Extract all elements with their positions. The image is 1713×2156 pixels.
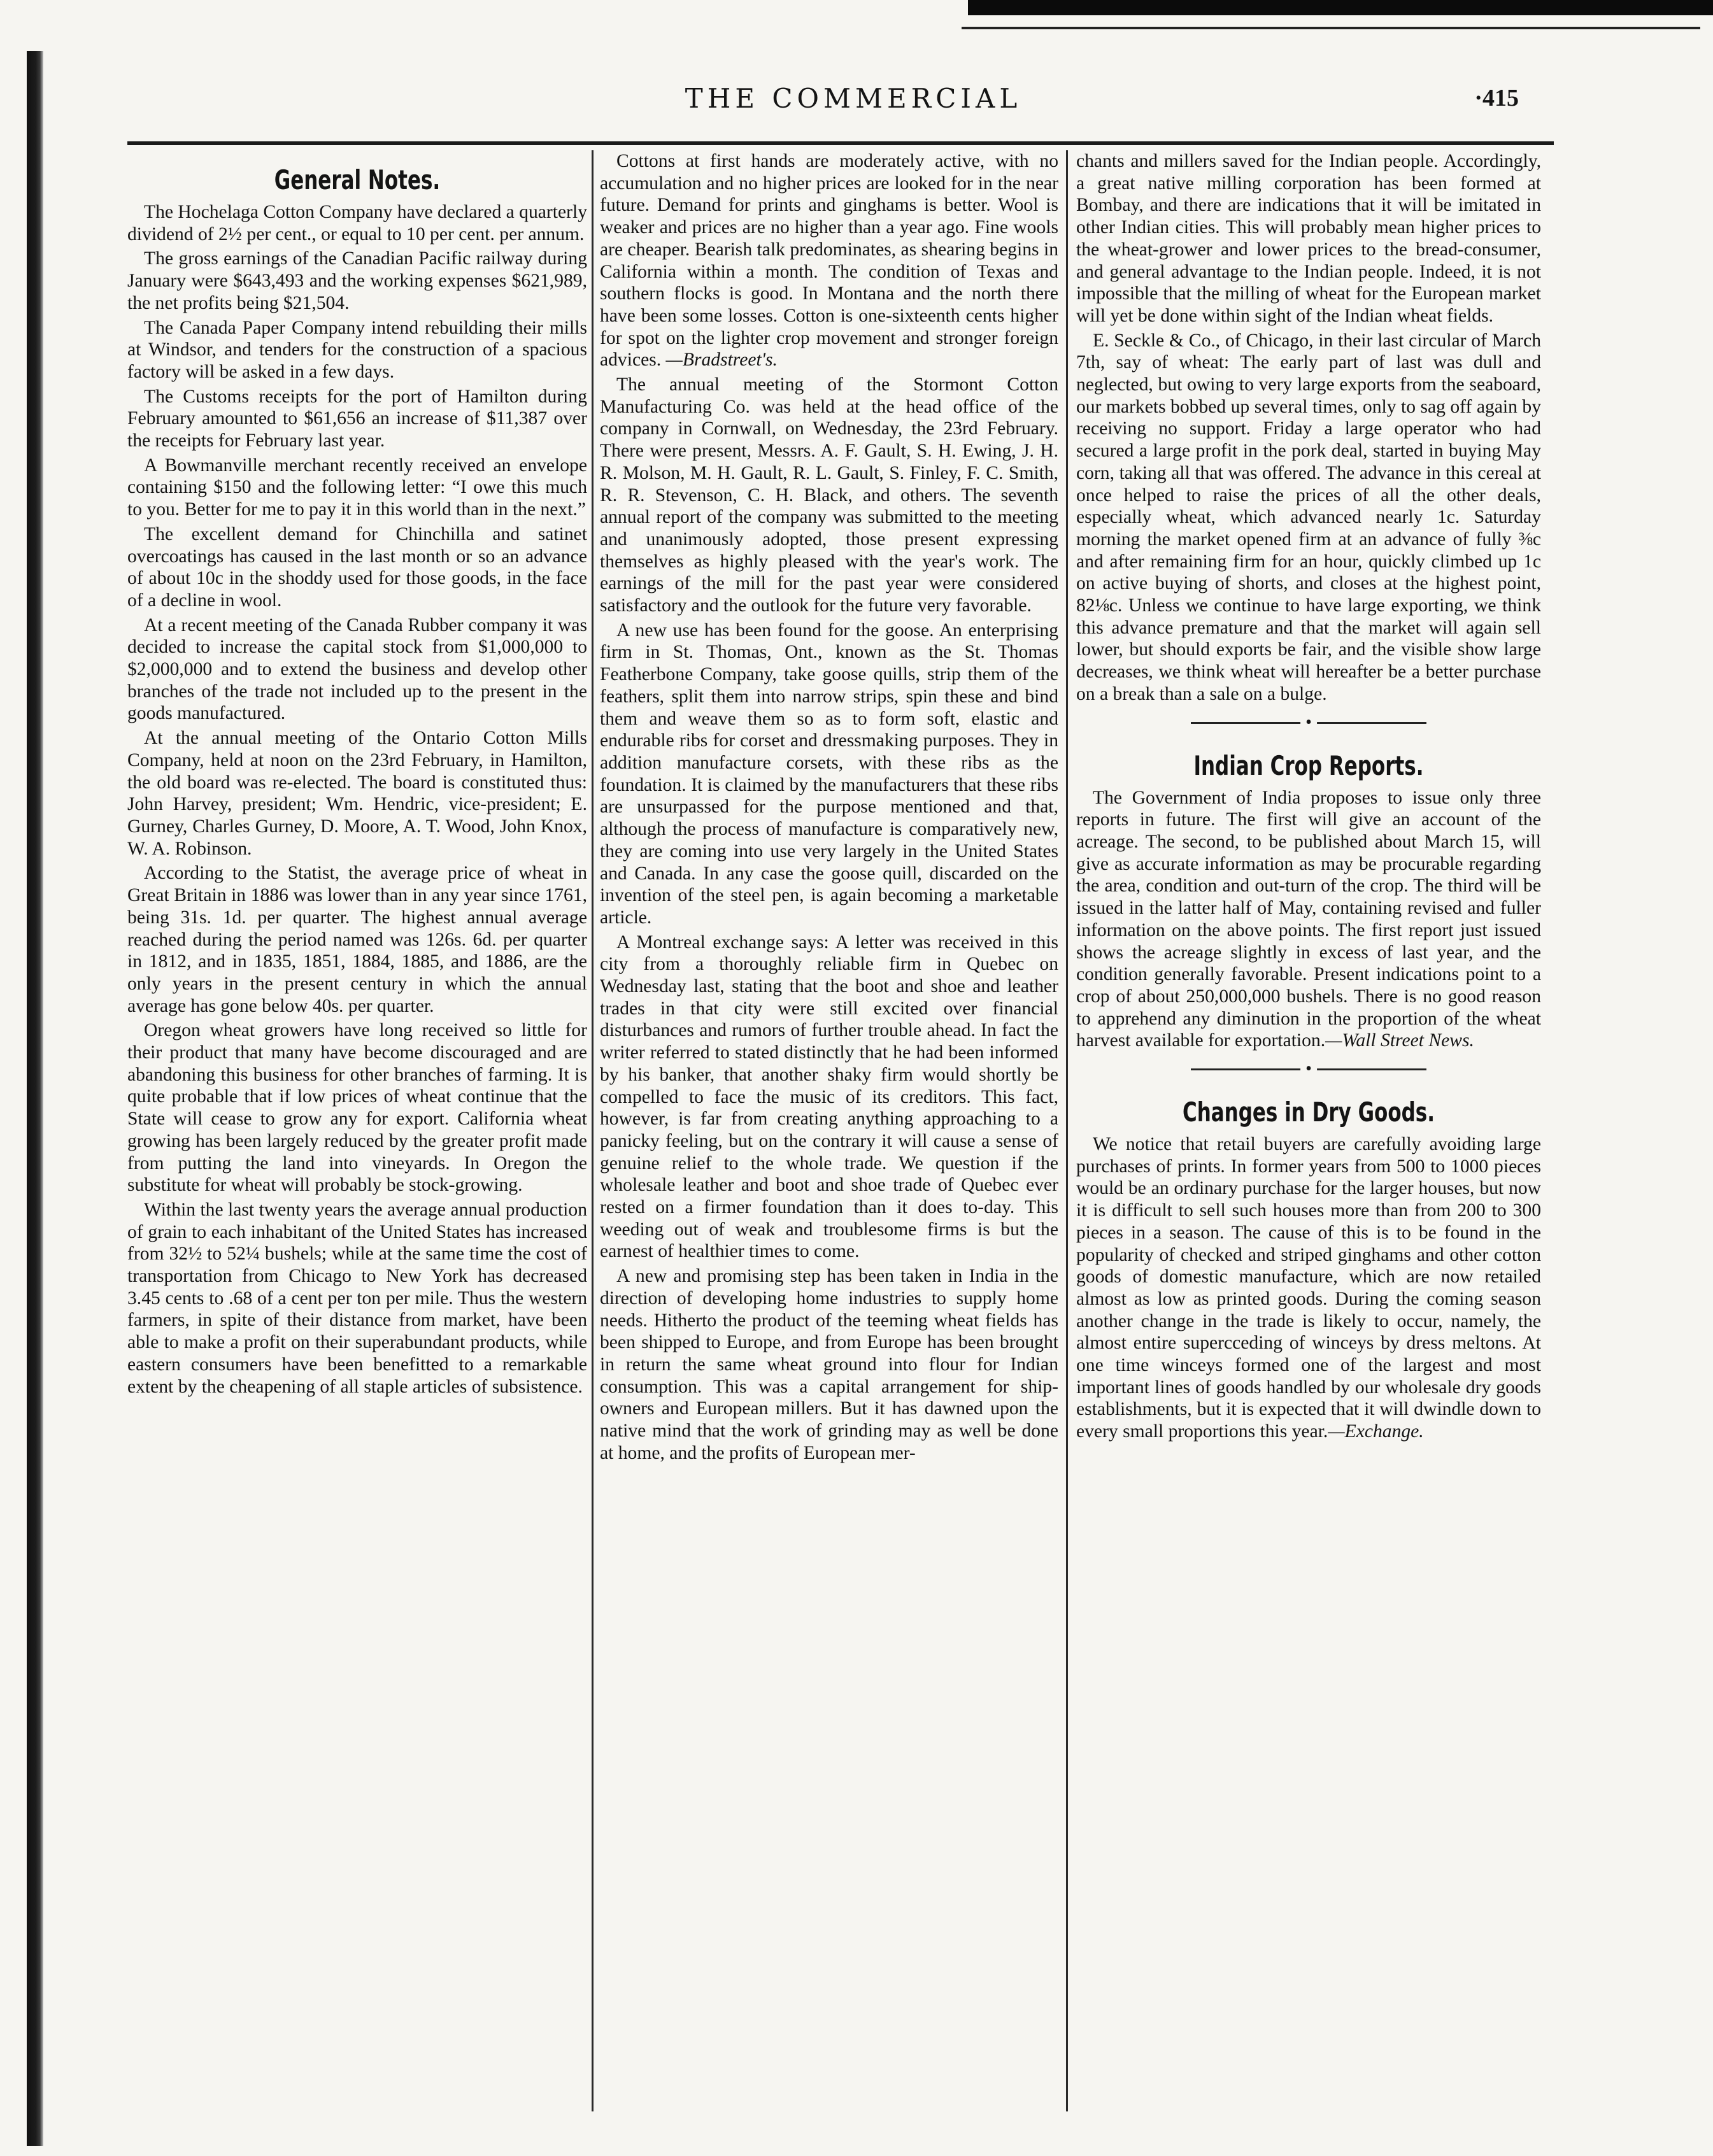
article-paragraph: The Hochelaga Cotton Company have declared a quarterly dividend of 2½ per cent., or equal to 10 per cent. per annum. [127, 202, 587, 245]
page-number: ·415 [1474, 85, 1519, 111]
article-paragraph [600, 150, 1058, 371]
source-credit: —Wall Street News. [1325, 1030, 1474, 1051]
column-divider [592, 150, 594, 2111]
column-two [600, 150, 1058, 2118]
header-rule [127, 141, 1554, 145]
section-heading-changes-in-dry-goods: Changes in Dry Goods. [1182, 1096, 1435, 1128]
top-border-rule [968, 0, 1713, 15]
article-paragraph: A Montreal exchange says: A letter was received in this city from a thoroughly reliable firm in Quebec on Wednesday last, stating that the boot and shoe and leather trades in that city were still excited over financial disturbances and rumors of further trouble ahead. In fact the writer referred to stated distinctly that he had been informed by his banker, that another shaky firm would shortly be compelled to face the music of its creditors. This fact, however, is far from creating anything approaching to a panicky feeling, but on the contrary it will cause a sense of genuine relief to the whole trade. We question if the wholesale leather and boot and shoe trade of Quebec ever rested on a firmer foundation than it does to-day. This weeding out of weak and troublesome firms is but the earnest of healthier times to come. [600, 932, 1058, 1262]
article-paragraph: According to the Statist, the average price of wheat in Great Britain in 1886 was lower than in any year since 1761, being 31s. 1d. per quarter. The highest annual average reached during the period named was 126s. 6d. per quarter in 1812, and in 1835, 1851, 1884, 1885, and 1886, are the only years in the present century in which the annual average has gone below 40s. per quarter. [127, 863, 587, 1016]
article-paragraph: A Bowmanville merchant recently received an envelope containing $150 and the following letter: “I owe this much to you. Better for me to pay it in this world than in the next.” [127, 455, 587, 520]
column-three [1076, 150, 1541, 2118]
column-divider [1066, 150, 1068, 2111]
article-paragraph: The gross earnings of the Canadian Pacific railway during January were $643,493 and the working expenses $621,989, the net profits being $21,504. [127, 248, 587, 313]
page-title: THE COMMERCIAL [685, 83, 1022, 114]
section-divider [1076, 1057, 1541, 1082]
article-paragraph: The Customs receipts for the port of Hamilton during February amounted to $61,656 an increase of $11,387 over the receipts for February last year. [127, 386, 587, 451]
article-paragraph: Oregon wheat growers have long received so little for their product that many have become discouraged and are abandoning this business for other branches of farming. It is quite probable that if low prices of wheat continue that the State will cease to grow any for export. California wheat growing has been largely reduced by the greater profit made from putting the land into vineyards. In Oregon the substitute for wheat will probably be stock-growing. [127, 1020, 587, 1196]
article-paragraph: E. Seckle & Co., of Chicago, in their last circular of March 7th, say of wheat: The early part of last was dull and neglected, but owing to very large exports from the seaboard, our markets bobbed up several times, only to sag off again by receiving no support. Friday a large operator who had secured a large profit in the pork deal, started in buying May corn, taking all that was offered. The advance in this cereal at once helped to raise the prices of all the other deals, especially wheat, which advanced nearly 1c. Saturday morning the market opened firm at an advance of fully ⅜c and after remaining firm for an hour, quickly climbed up 1c on active buying of shorts, and closes at the highest point, 82⅛c. Unless we continue to have large exporting, we think this advance premature and that the market will again sell lower, but should exports be fair, and the visible show large decreases, we think wheat will hereafter be a better purchase on a break than a sale on a bulge. [1076, 330, 1541, 704]
paragraph-text: Cottons at first hands are moderately active, with no accumulation and no higher prices are looked for in the near future. Demand for prints and ginghams is better. Wool is weaker and prices are no higher than a year ago. Fine wools are cheaper. Bearish talk predominates, as shearing begins in California within a month. The condition of Texas and southern flocks is good. In Montana and the north there have been some losses. Cotton is one-sixteenth cents higher for spot on the lighter crop movement and stronger foreign advices. [600, 151, 1058, 371]
paragraph-text: The Government of India proposes to issue only three reports in future. The first will give an account of the acreage. The second, to be published about March 15, will give as accurate information as may be procurable regarding the area, condition and out-turn of the crop. The third will be issued in the latter half of May, containing revised and fuller information on the above points. The first report just issued shows the acreage slightly in excess of last year, and the condition generally favorable. Present indications point to a crop of about 250,000,000 bushels. There is no good reason to apprehend any diminution in the proportion of the wheat harvest available for exportation. [1076, 787, 1541, 1051]
article-paragraph: At a recent meeting of the Canada Rubber company it was decided to increase the capital stock from $1,000,000 to $2,000,000 and to extend the business and develop other branches of the trade not included up to the present in the goods manufactured. [127, 614, 587, 724]
article-paragraph: chants and millers saved for the Indian people. Accordingly, a great native milling corporation has been formed at Bombay, and there are indications that it will be imitated in other Indian cities. This will probably mean higher prices to the wheat-grower and lower prices to the bread-consumer, and general advantage to the Indian people. Indeed, it is not impossible that the milling of wheat for the European market will yet be done within sight of the Indian wheat fields. [1076, 151, 1541, 326]
column-one [127, 150, 587, 2118]
article-paragraph: Within the last twenty years the average annual production of grain to each inhabitant of the United States has increased from 32½ to 52¼ bushels; while at the same time the cost of transportation from Chicago to New York has decreased 3.45 cents to .68 of a cent per ton per mile. Thus the western farmers, in spite of their distance from market, have been able to make a profit on their superabundant products, while eastern consumers have been benefitted to a remarkable extent by the cheapening of all staple articles of subsistence. [127, 1199, 587, 1397]
top-thin-rule [962, 27, 1700, 29]
article-paragraph [1076, 787, 1541, 1052]
section-heading-indian-crop-reports: Indian Crop Reports. [1193, 749, 1424, 781]
source-credit: —Bradstreet's. [665, 350, 778, 371]
article-paragraph: A new use has been found for the goose. An enterprising firm in St. Thomas, Ont., known as the St. Thomas Featherbone Company, take goose quills, strip them of the feathers, split them into narrow strips, spin these and bind them and weave them so as to form soft, elastic and endurable ribs for corset and dressmaking purposes. They in addition manufacture corsets, with these ribs as the foundation. It is claimed by the manufacturers that these ribs are unsurpassed for the purpose mentioned and that, although the process of manufacture is comparatively new, they are coming into use very largely in the United States and Canada. In any case the goose quill, discarded on the invention of the steel pen, is again becoming a marketable article. [600, 620, 1058, 928]
binding-spine [27, 51, 43, 2146]
article-paragraph [1076, 1133, 1541, 1443]
section-divider [1076, 711, 1541, 736]
article-paragraph: The excellent demand for Chinchilla and satinet overcoatings has caused in the last month or so an advance of about 10c in the shoddy used for those goods, in the face of a decline in wool. [127, 523, 587, 611]
paragraph-text: We notice that retail buyers are carefully avoiding large purchases of prints. In former years from 500 to 1000 pieces would be an ordinary purchase for the larger houses, but now it is difficult to sell such houses more than from 200 to 300 pieces in a season. The cause of this is to be found in the popularity of checked and striped ginghams and other cotton goods of domestic manufacture, which are now retailed almost as low as printed goods. During the coming season another change in the trade is likely to occur, namely, the almost entire supercceding of winceys by dress meltons. At one time winceys formed one of the largest and most important lines of goods handled by our wholesale dry goods establishments, but it is expected that it will dwindle down to every small proportions this year. [1076, 1134, 1541, 1442]
article-paragraph: At the annual meeting of the Ontario Cotton Mills Company, held at noon on the 23rd February, in Hamilton, the old board was re-elected. The board is constituted thus: John Harvey, president; Wm. Hendric, vice-president; E. Gurney, Charles Gurney, D. Moore, A. T. Wood, John Knox, W. A. Robinson. [127, 728, 587, 859]
article-paragraph: The annual meeting of the Stormont Cotton Manufacturing Co. was held at the head office of the company in Cornwall, on Wednesday, the 23rd February. There were present, Messrs. A. F. Gault, S. H. Ewing, J. H. R. Molson, M. H. Gault, R. L. Gault, S. Finley, F. C. Smith, R. R. Stevenson, C. H. Black, and others. The seventh annual report of the company was submitted to the meeting and unanimously adopted, those present expressing themselves as highly pleased with the year's work. The earnings of the mill for the past year were considered satisfactory and the outlook for the future very favorable. [600, 374, 1058, 616]
section-heading-general-notes: General Notes. [274, 164, 441, 195]
source-credit: —Exchange. [1328, 1421, 1424, 1442]
article-paragraph: A new and promising step has been taken in India in the direction of developing home industries to supply home needs. Hitherto the product of the teeming wheat fields has been shipped to Europe, and from Europe has been brought in return the same wheat ground into flour for Indian consumption. This was a capital arrangement for ship-owners and European millers. But it has dawned upon the native mind that the work of grinding may as well be done at home, and the profits of European mer- [600, 1266, 1058, 1463]
article-paragraph: The Canada Paper Company intend rebuilding their mills at Windsor, and tenders for the construction of a spacious factory will be asked in a few days. [127, 317, 587, 382]
